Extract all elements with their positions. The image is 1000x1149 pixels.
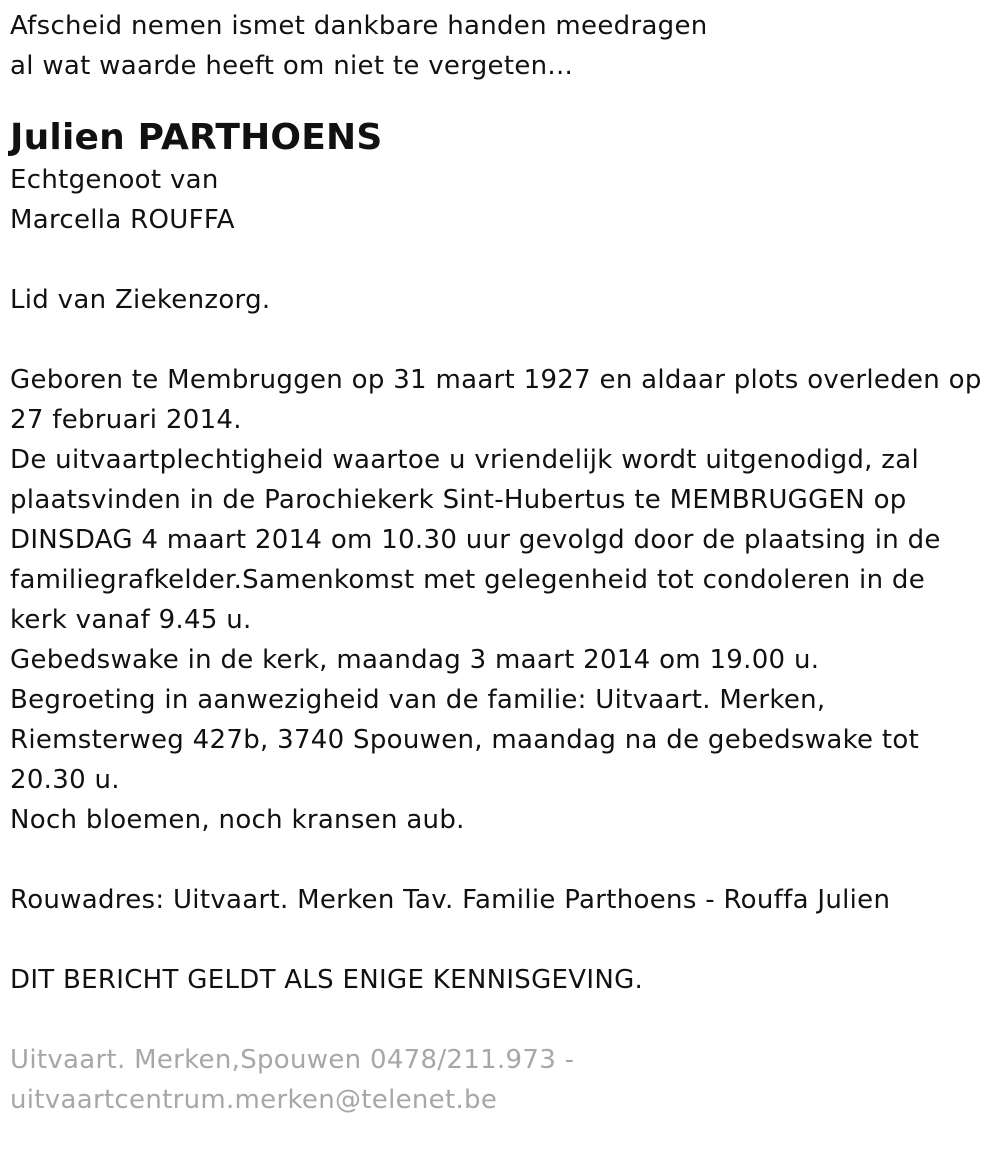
spacer xyxy=(10,920,990,960)
details-line: Riemsterweg 427b, 3740 Spouwen, maandag na de gebedswake tot xyxy=(10,725,920,755)
deceased-name: Julien PARTHOENS xyxy=(10,117,383,158)
undertaker-email: uitvaartcentrum.merken@telenet.be xyxy=(10,1085,498,1115)
details-line: familiegrafkelder.Samenkomst met gelegenheid tot condoleren in de xyxy=(10,565,926,595)
spacer xyxy=(10,1000,990,1040)
notice: DIT BERICHT GELDT ALS ENIGE KENNISGEVING. xyxy=(10,965,644,995)
mourning-address: Rouwadres: Uitvaart. Merken Tav. Familie Parthoens - Rouffa Julien xyxy=(10,885,891,915)
motto-line: al wat waarde heeft om niet te vergeten... xyxy=(10,51,574,81)
details-line: Begroeting in aanwezigheid van de familie: Uitvaart. Merken, xyxy=(10,685,826,715)
spacer xyxy=(10,240,990,280)
spacer xyxy=(10,320,990,360)
motto-line: Afscheid nemen ismet dankbare handen meedragen xyxy=(10,11,708,41)
spouse-info xyxy=(10,160,990,240)
details-line: Gebedswake in de kerk, maandag 3 maart 2014 om 19.00 u. xyxy=(10,645,820,675)
details-line: 27 februari 2014. xyxy=(10,405,242,435)
details-line: 20.30 u. xyxy=(10,765,120,795)
undertaker-contact xyxy=(10,1040,990,1120)
spacer xyxy=(10,840,990,880)
motto xyxy=(10,6,990,86)
details-line: Geboren te Membruggen op 31 maart 1927 en aldaar plots overleden op xyxy=(10,365,982,395)
details-line: DINSDAG 4 maart 2014 om 10.30 uur gevolgd door de plaatsing in de xyxy=(10,525,941,555)
details-line: kerk vanaf 9.45 u. xyxy=(10,605,252,635)
details-line: De uitvaartplechtigheid waartoe u vriendelijk wordt uitgenodigd, zal xyxy=(10,445,920,475)
spouse-name: Marcella ROUFFA xyxy=(10,205,235,235)
details-line: plaatsvinden in de Parochiekerk Sint-Hubertus te MEMBRUGGEN op xyxy=(10,485,907,515)
spouse-label: Echtgenoot van xyxy=(10,165,219,195)
funeral-details xyxy=(10,360,990,840)
undertaker-phone: Uitvaart. Merken,Spouwen 0478/211.973 - xyxy=(10,1045,575,1075)
membership: Lid van Ziekenzorg. xyxy=(10,285,271,315)
details-line: Noch bloemen, noch kransen aub. xyxy=(10,805,465,835)
